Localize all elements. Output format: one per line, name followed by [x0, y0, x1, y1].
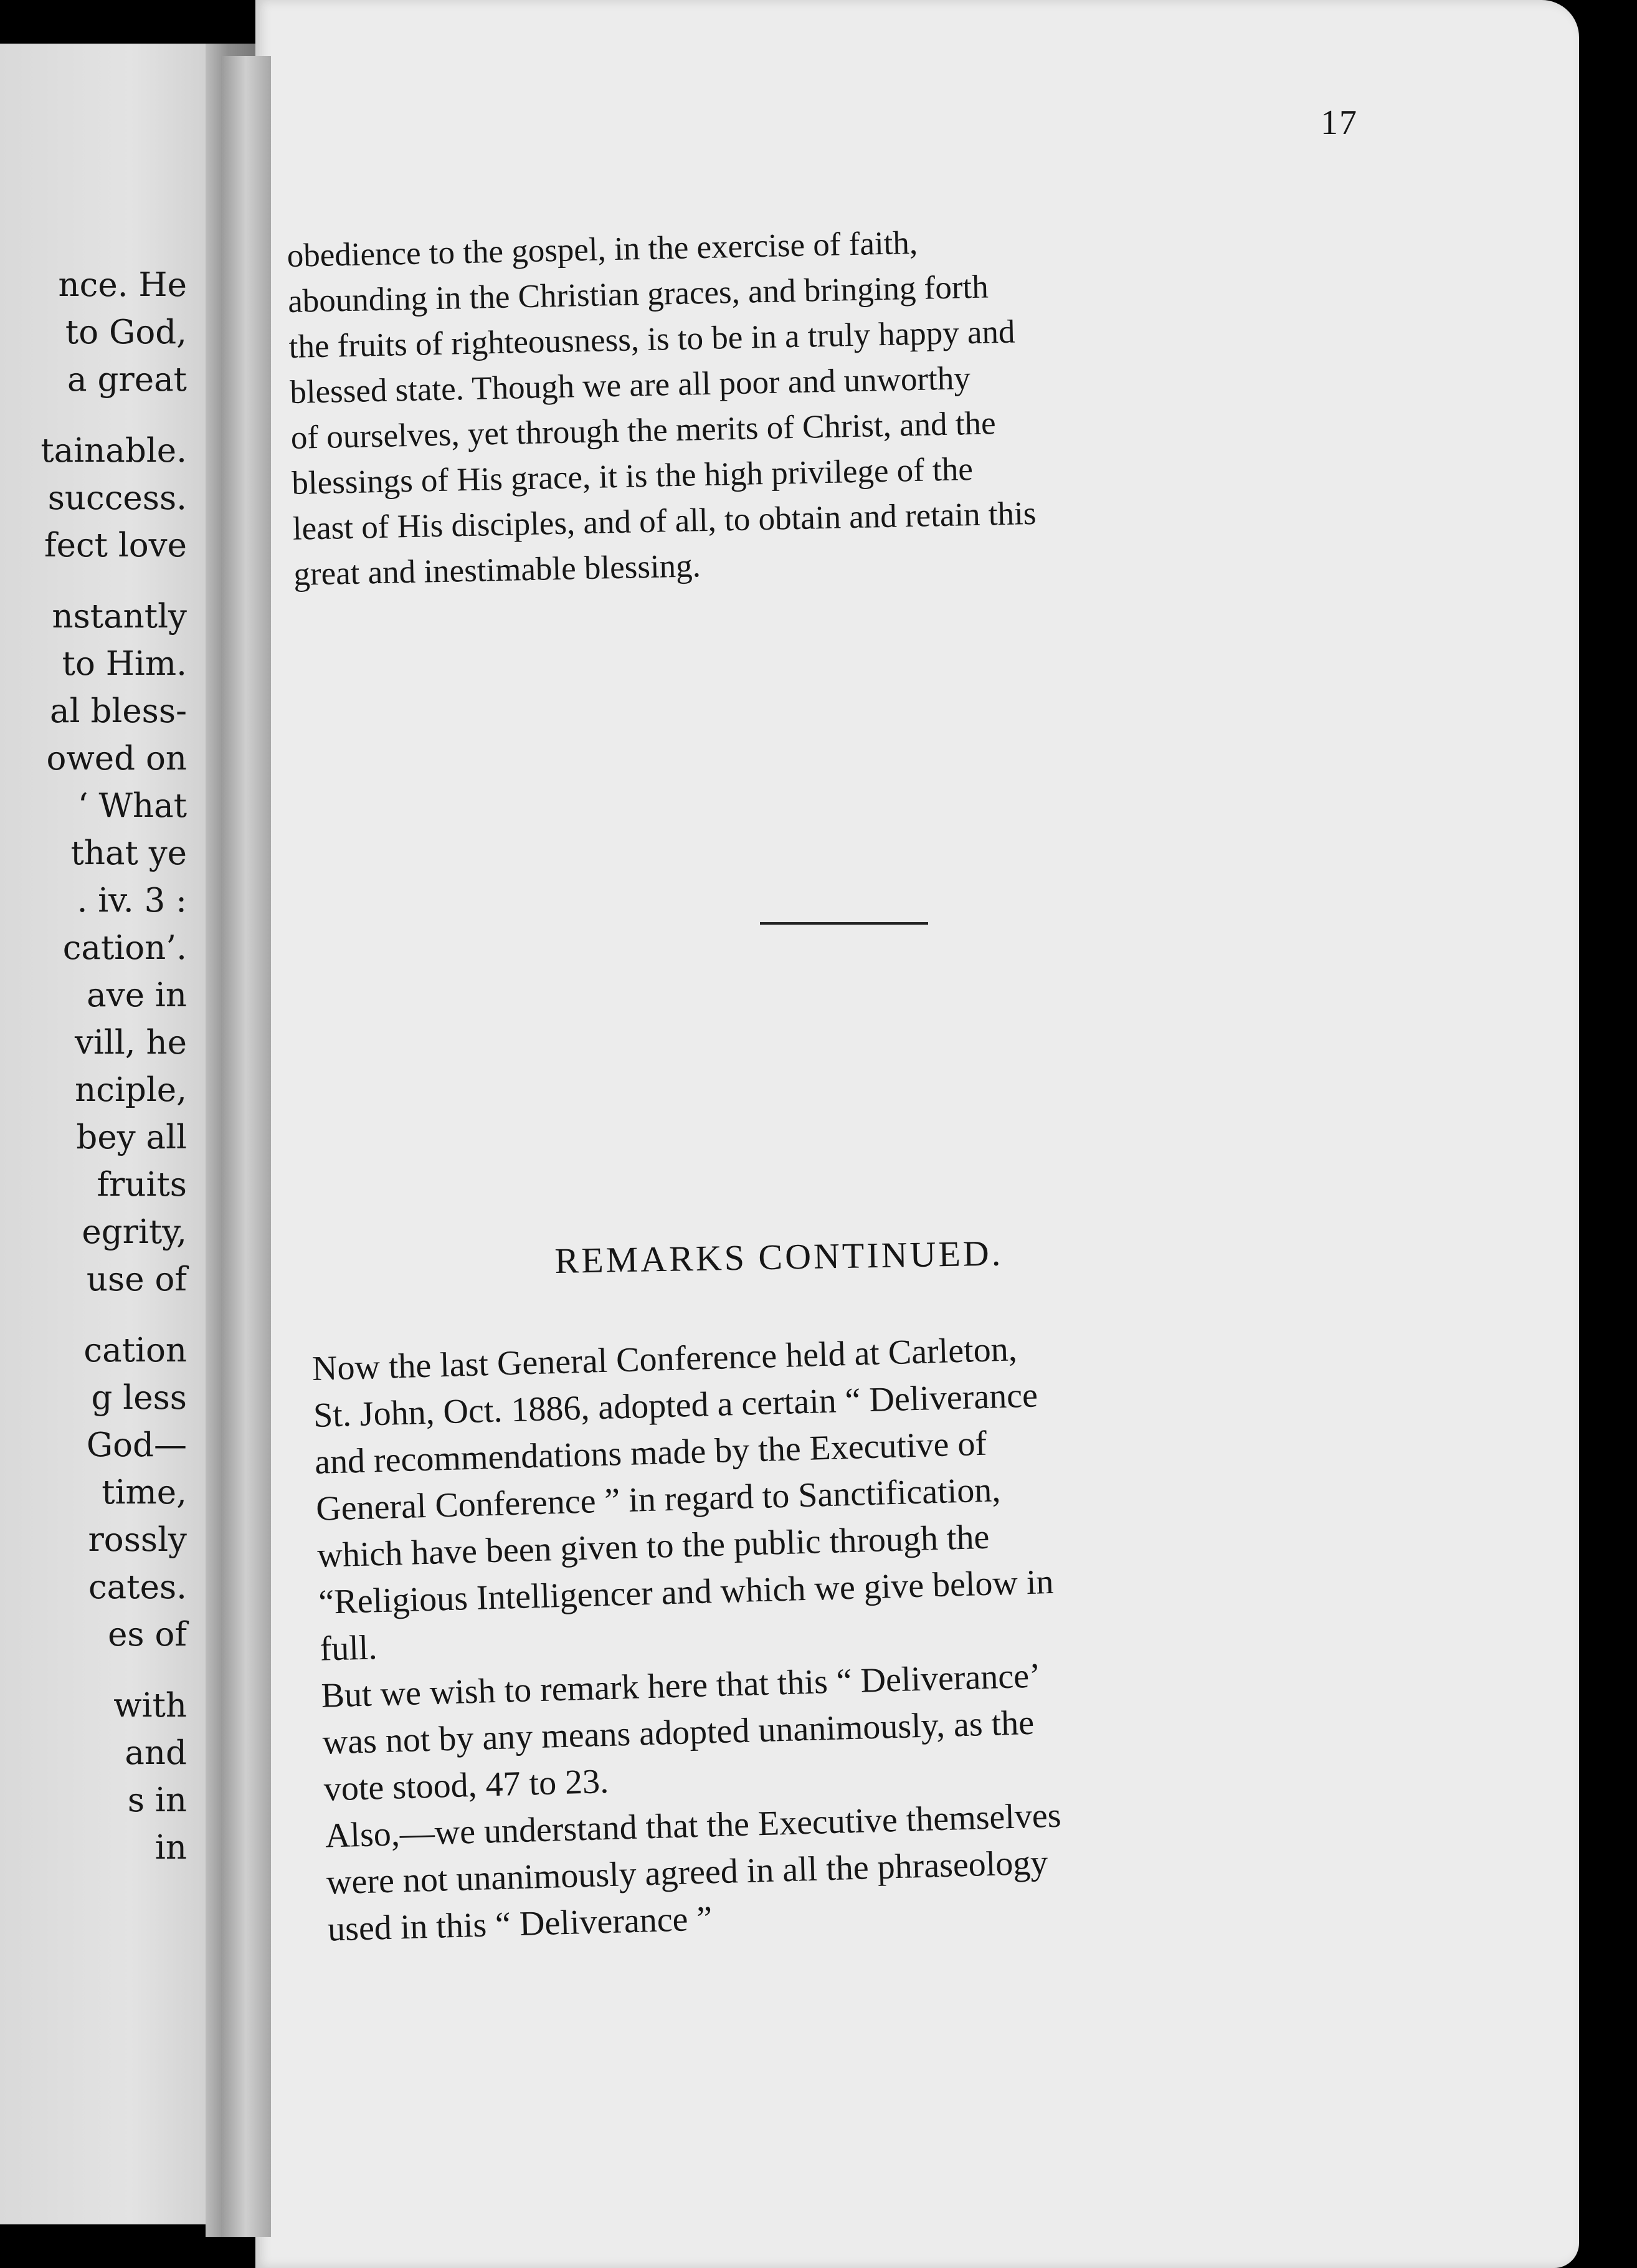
text-line: Now the last General Conference held at Carleton,	[311, 1330, 1018, 1388]
left-text-line: nciple,	[75, 1071, 187, 1109]
left-text-line: to Him.	[62, 645, 187, 683]
text-line: General Conference ” in regard to Sanctification,	[315, 1470, 1002, 1528]
text-line: great and inestimable blessing.	[293, 548, 701, 593]
left-text-line: cation	[83, 1332, 187, 1370]
left-text-line: use of	[86, 1260, 187, 1298]
left-text-line	[0, 1303, 187, 1327]
left-text-line: cation’.	[62, 929, 187, 967]
paragraph-continued	[287, 211, 1397, 598]
text-line: full.	[319, 1628, 378, 1669]
text-line: were not unanimously agreed in all the phraseology	[326, 1843, 1049, 1902]
text-line: which have been given to the public through the	[316, 1517, 990, 1575]
left-text-line: that ye	[70, 834, 187, 872]
text-line: blessed state. Though we are all poor and unworthy	[289, 360, 971, 411]
left-text-line: time,	[102, 1474, 187, 1512]
text-line: blessings of His grace, it is the high privilege of the	[291, 451, 974, 502]
left-text-line: to God,	[65, 313, 187, 351]
text-line: used in this “ Deliverance ”	[327, 1899, 713, 1949]
left-text-line: g less	[91, 1379, 187, 1417]
text-line: obedience to the gospel, in the exercise of faith,	[287, 224, 918, 274]
section-body	[311, 1315, 1443, 1953]
left-text-line: fect love	[44, 526, 187, 565]
left-text-line	[0, 404, 187, 427]
left-text-line: success.	[47, 479, 187, 517]
left-text-line: ave in	[87, 976, 187, 1014]
left-text-line: nce. He	[58, 266, 187, 304]
text-line: vote stood, 47 to 23.	[323, 1761, 609, 1809]
left-text-line: egrity,	[82, 1213, 187, 1251]
left-text-line: ‘ What	[77, 787, 187, 825]
text-line: least of His disciples, and of all, to obtain and retain this	[292, 495, 1037, 547]
text-line: But we wish to remark here that this “ Deliverance’	[320, 1656, 1042, 1715]
section-divider	[760, 922, 928, 925]
left-text-line: es of	[108, 1616, 187, 1654]
left-text-line: nstantly	[52, 598, 187, 636]
text-line: and recommendations made by the Executive of	[314, 1424, 987, 1482]
left-text-line: in	[154, 1829, 187, 1867]
text-line: of ourselves, yet through the merits of Christ, and the	[290, 405, 997, 456]
text-line: abounding in the Christian graces, and bringing forth	[287, 269, 989, 320]
text-line: was not by any means adopted unanimously, as the	[321, 1703, 1035, 1762]
left-text-line: cates.	[88, 1568, 187, 1606]
left-text-line: God—	[86, 1426, 187, 1464]
text-line: St. John, Oct. 1886, adopted a certain “ Deliverance	[313, 1376, 1038, 1435]
left-page-text-column	[0, 262, 187, 1872]
book-gutter	[221, 56, 271, 2237]
left-text-line: fruits	[97, 1166, 187, 1204]
left-text-line: bey all	[76, 1118, 187, 1156]
left-text-line: with	[113, 1687, 187, 1725]
text-line: “Religious Intelligencer and which we give below in	[318, 1562, 1055, 1622]
left-text-line: al bless-	[50, 692, 187, 730]
left-text-line: tainable.	[40, 432, 187, 470]
left-text-line: and	[125, 1734, 187, 1772]
section-heading: REMARKS CONTINUED.	[554, 1232, 1004, 1281]
left-text-line: s in	[127, 1781, 187, 1819]
text-line: Also,—we understand that the Executive themselves	[325, 1796, 1062, 1856]
page-number: 17	[1321, 103, 1358, 142]
text-line: the fruits of righteousness, is to be in a truly happy and	[288, 313, 1015, 365]
left-text-line: owed on	[46, 740, 187, 778]
left-text-line: rossly	[88, 1521, 187, 1559]
left-text-line: a great	[67, 361, 187, 399]
left-text-line	[0, 1659, 187, 1682]
left-text-line	[0, 569, 187, 593]
left-text-line: . iv. 3 :	[77, 882, 187, 920]
left-text-line: vill, he	[75, 1024, 187, 1062]
